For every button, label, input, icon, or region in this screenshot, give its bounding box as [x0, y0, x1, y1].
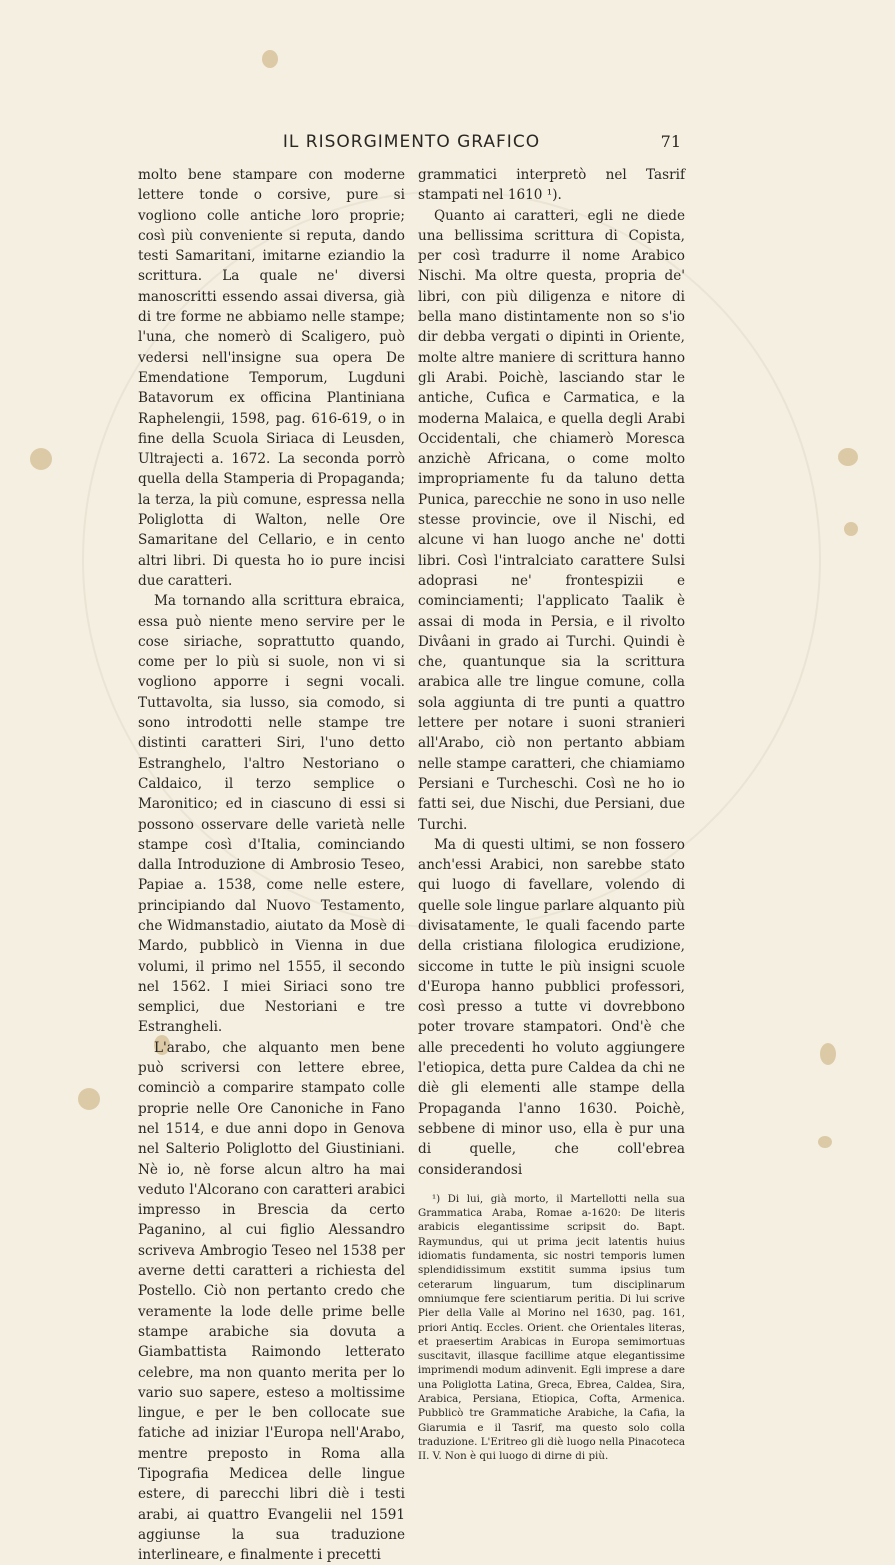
foxing-spot [30, 448, 52, 470]
foxing-spot [844, 522, 858, 536]
foxing-spot [838, 448, 858, 466]
foxing-spot [818, 1136, 832, 1148]
foxing-spot [262, 50, 278, 68]
paragraph: L'arabo, che alquanto men bene può scriversi con lettere ebree, cominciò a comparire stampato colle proprie nelle Ore Canoniche in Fano nel 1514, e due anni dopo in Genova nel Salterio Poliglotto del Giustiniani. Nè io, nè forse alcun altro ha mai veduto l'Alcorano con caratteri arabici impresso in Brescia da certo Paganino, al cui figlio Alessandro scriveva Ambrogio Teseo nel 1538 per averne detti caratteri a richiesta del Postello. Ciò non pertanto credo che veramente la lode delle prime belle stampe arabiche sia dovuta a Giambattista Raimondo letterato celebre, ma non quanto merita per lo vario suo sapere, esteso a moltissime lingue, e per le ben collocate sue fatiche ad iniziar l'Europa nell'Arabo, mentre preposto in Roma alla Tipografia Medicea delle lingue estere, di parecchi libri diè i testi arabi, ai quattro Evangelii nel 1591 aggiunse la sua traduzione interlineare, e finalmente i precetti [138, 1039, 405, 1564]
paragraph: Quanto ai caratteri, egli ne diede una bellissima scrittura di Copista, per così tradurre il nome Arabico Nischi. Ma oltre questa, propria de' libri, con più diligenza e nitore di bella mano distintamente non so s'io dir debba vergati o dipinti in Oriente, molte altre maniere di scrittura hanno gli Arabi. Poichè, lasciando star le antiche, Cufica e Carmatica, e la moderna Malaica, e quella degli Arabi Occidentali, che chiamerò Moresca anzichè Africana, o come molto impropriamente fu da taluno detta Punica, parecchie ne sono in uso nelle stesse provincie, ove il Nischi, ed alcune vi han luogo anche ne' dotti libri. Così l'intralciato carattere Sulsi adoprasi ne' frontespizii e cominciamenti; l'applicato Taalik è assai di moda in Persia, e il rivolto Divâani in grado ai Turchi. Quindi è che, quantunque sia la scrittura arabica alle tre lingue comune, colla sola aggiunta di tre punti a quattro lettere per notare i suoni stranieri all'Arabo, ciò non pertanto abbiam nelle stampe caratteri, che chiamiamo Persiani e Turcheschi. Così ne ho io fatti sei, due Nischi, due Persiani, due Turchi. [418, 207, 685, 833]
paragraph: Ma di questi ultimi, se non fossero anch'essi Arabici, non sarebbe stato qui luogo di favellare, volendo di quelle sole lingue parlare alquanto più divisatamente, le quali facendo parte della cristiana filologica erudizione, siccome in tutte le più insigni scuole d'Europa hanno pubblici professori, così presso a tutte vi dovrebbono poter trovare stampatori. Ond'è che alle precedenti ho voluto aggiungere l'etiopica, detta pure Caldea da chi ne diè gli elementi alle stampe della Propaganda l'anno 1630. Poichè, sebbene di minor uso, ella è pur una di quelle, che coll'ebrea considerandosi [418, 836, 685, 1178]
page-number: 71 [660, 132, 681, 151]
page-header [138, 132, 685, 156]
paragraph: grammatici interpretò nel Tasrif stampati nel 1610 ¹). [418, 167, 685, 204]
running-head: IL RISORGIMENTO GRAFICO [282, 132, 541, 152]
paragraph: molto bene stampare con moderne lettere tonde o corsive, pure si vogliono colle antiche loro proprie; così più conveniente si reputa, dando testi Samaritani, imitarne eziandio la scrittura. La quale ne' diversi manoscritti essendo assai diversa, già di tre forme ne abbiamo nelle stampe; l'una, che nomerò di Scaligero, può vedersi nell'insigne sua opera De Emendatione Temporum, Lugduni Batavorum ex officina Plantiniana Raphelengii, 1598, pag. 616-619, o in fine della Scuola Siriaca di Leusden, Ultrajecti a. 1672. La seconda porrò quella della Stamperia di Propaganda; la terza, la più comune, espressa nella Poliglotta di Walton, nelle Ore Samaritane del Cellario, e in cento altri libri. Di questa ho io pure incisi due caratteri. [138, 167, 405, 589]
paragraph: Ma tornando alla scrittura ebraica, essa può niente meno servire per le cose siriache, soprattutto quando, come per lo più si suole, non vi si vogliono apporre i segni vocali. Tuttavolta, sia lusso, sia comodo, si sono introdotti nelle stampe tre distinti caratteri Siri, l'uno detto Estranghelo, l'altro Nestoriano o Caldaico, il terzo semplice o Maronitico; ed in ciascuno di essi si possono osservare delle varietà nelle stampe così d'Italia, cominciando dalla Introduzione di Ambrosio Teseo, Papiae a. 1538, come nelle estere, principiando dal Nuovo Testamento, che Widmanstadio, aiutato da Mosè di Mardo, pubblicò in Vienna in due volumi, il primo nel 1555, il secondo nel 1562. I miei Siriaci sono tre semplici, due Nestoriani e tre Estrangheli. [138, 593, 405, 1036]
foxing-spot [820, 1043, 836, 1065]
footnotes [418, 1192, 685, 1464]
foxing-spot [78, 1088, 100, 1110]
right-column [418, 165, 685, 1463]
footnote: ¹) Di lui, già morto, il Martellotti nella sua Grammatica Araba, Romae a-1620: De literis arabicis elegantissime scripsit do. Bapt. Raymundus, qui ut prima jecit latentis huius idiomatis fundamenta, sic nostri temporis lumen splendidissimum exstitit summa ipsius tum ceterarum linguarum, tum disciplinarum omniumque fere scientiarum peritia. Di lui scrive Pier della Valle al Morino nel 1630, pag. 161, priori Antiq. Eccles. Orient. che Orientales literas, et praesertim Arabicas in Europa semimortuas suscitavit, illasque facillime atque elegantissime imprimendi modum adinvenit. Egli imprese a dare una Poliglotta Latina, Greca, Ebrea, Caldea, Sira, Arabica, Persiana, Etiopica, Cofta, Armenica. Pubblicò tre Grammatiche Arabiche, la Cafia, la Giarumia e il Tasrif, ma questo solo colla traduzione. L'Eritreo gli diè luogo nella Pinacoteca II. V. Non è qui luogo di dirne di più. [418, 1192, 685, 1463]
left-column [138, 165, 405, 1565]
